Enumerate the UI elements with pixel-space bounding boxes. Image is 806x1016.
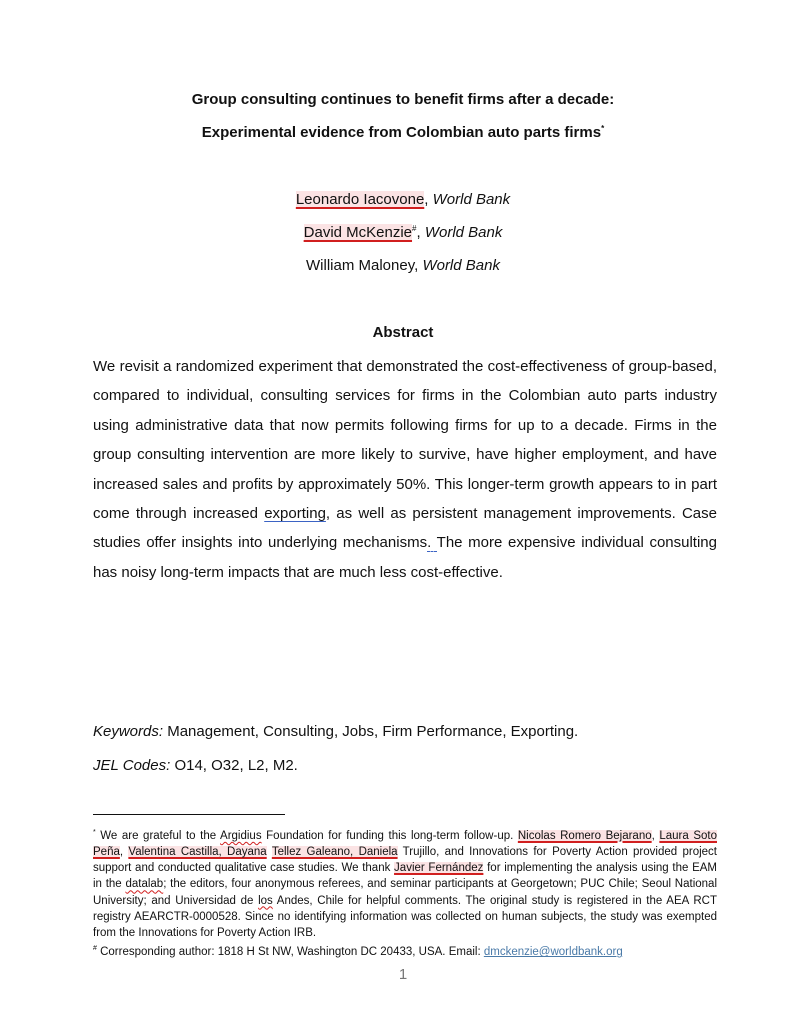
- footnote-name: Nicolas Romero Bejarano: [517, 829, 652, 842]
- author-name: William Maloney: [306, 257, 415, 274]
- footnote-separator: [93, 814, 285, 815]
- footnotes: [93, 825, 717, 960]
- footnote-name: Valentina Castilla, Dayana: [128, 846, 267, 859]
- abstract-heading: [0, 324, 806, 341]
- keywords-label: Keywords:: [93, 723, 164, 740]
- abstract-dashed-mark: .: [427, 534, 437, 552]
- author-line-2: David McKenzie#, World Bank: [303, 224, 503, 241]
- title-line-1-text: Group consulting continues to benefit firms after a decade:: [191, 91, 615, 108]
- abstract-text: , as well as persistent management improvements. Case studies offer insights into underlying mechanisms: [93, 505, 717, 552]
- author-name: David McKenzie: [303, 224, 413, 241]
- author-affiliation: World Bank: [424, 224, 503, 241]
- title-line-2-text: Experimental evidence from Colombian auto parts firms: [201, 124, 602, 141]
- footnote-text: Andes, Chile for helpful comments. The original study is registered in the AEA RCT registry AEARCTR-0000528. Since no identifying information was collected on human subjects, the study was exempted from the Innovations for Poverty Action IRB.: [93, 894, 717, 940]
- author-line-1: Leonardo Iacovone, World Bank: [295, 191, 511, 208]
- footnote-text: Trujillo, and Innovations for Poverty Action provided project support and conducted qualitative case studies. We thank: [93, 846, 718, 875]
- footnote-text: ,: [651, 829, 660, 842]
- footnote-name: Laura Soto Peña: [93, 829, 717, 859]
- author-name: Leonardo Iacovone: [295, 191, 425, 208]
- footnote-2: [93, 941, 717, 960]
- abstract-text: We revisit a randomized experiment that demonstrated the cost-effectiveness of group-based, compared to individual, consulting services for firms in the Colombian auto parts industry using administrative data that now permits following firms for up to a decade. Firms in the group consulting intervention are more likely to survive, have higher employment, and have increased sales and profits by approximately 50%. This longer-term growth appears to in part come through increased: [93, 358, 717, 523]
- keywords-line: [93, 723, 578, 740]
- footnote-spellcheck-word: datalab: [125, 878, 164, 891]
- footnote-text: ,: [119, 846, 129, 859]
- author-affiliation: World Bank: [422, 257, 500, 274]
- footnote-spellcheck-word: Argidius: [220, 829, 262, 842]
- jel-codes-label: JEL Codes:: [93, 757, 171, 774]
- abstract-exporting-word: exporting: [264, 505, 326, 523]
- footnote-text: Foundation for funding this long-term follow-up.: [261, 829, 518, 842]
- jel-codes-line: [93, 757, 298, 774]
- footnote-marker: *: [93, 829, 96, 836]
- footnote-spellcheck-word: los: [258, 894, 273, 907]
- page-number: [0, 966, 806, 983]
- footnote-text: ; the editors, four anonymous referees, and seminar participants at Georgetown; PUC Chile; Seoul National University; and Universidad de: [93, 878, 718, 907]
- author-line-3: William Maloney, World Bank: [306, 257, 500, 274]
- footnote-text: Corresponding author: 1818 H St NW, Washington DC 20433, USA. Email:: [96, 946, 484, 959]
- footnote-marker: #: [93, 945, 97, 953]
- email-link[interactable]: dmckenzie@worldbank.org: [483, 946, 623, 959]
- author-affiliation: World Bank: [432, 191, 511, 208]
- footnote-text: We are grateful to the: [95, 829, 221, 842]
- page-number-text: 1: [398, 966, 408, 983]
- title-footnote-marker: *: [601, 124, 605, 133]
- keywords-value: Management, Consulting, Jobs, Firm Performance, Exporting.: [163, 723, 579, 740]
- footnote-name: Javier Fernández: [394, 862, 484, 875]
- abstract-heading-text: Abstract: [372, 324, 434, 341]
- title-line-1: [0, 91, 806, 108]
- title-line-2: [0, 124, 806, 141]
- footnote-1: [93, 825, 717, 941]
- footnote-text: for implementing the analysis using the EAM in the: [93, 862, 717, 891]
- author-footnote-marker: #: [412, 224, 417, 233]
- footnote-name: Tellez Galeano, Daniela: [271, 846, 398, 859]
- jel-codes-value: O14, O32, L2, M2.: [170, 757, 298, 774]
- abstract-body: [93, 352, 717, 587]
- abstract-text: The more expensive individual consulting has noisy long-term impacts that are much less cost-effective.: [93, 534, 717, 581]
